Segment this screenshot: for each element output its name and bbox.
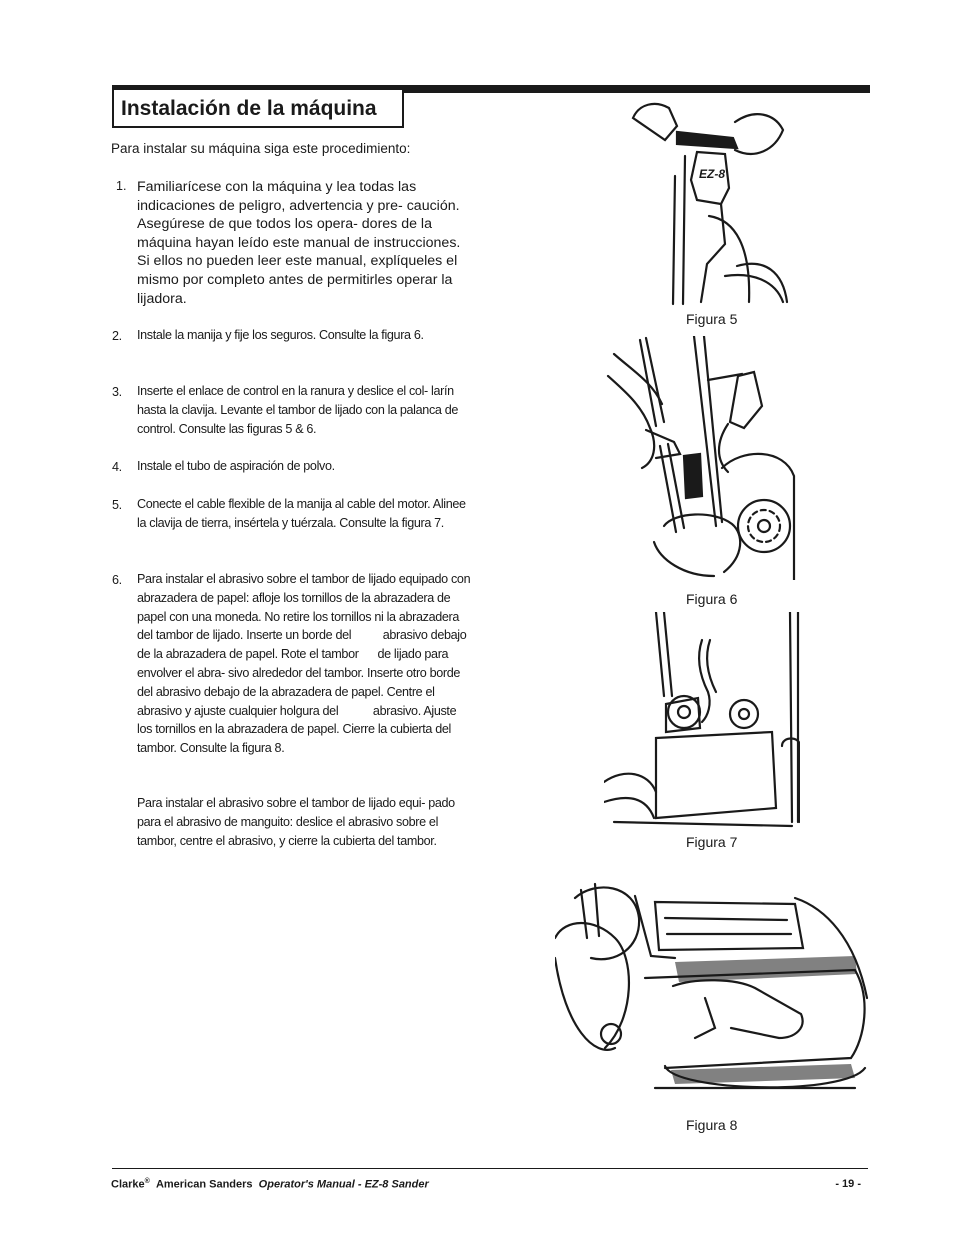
registered-mark: ® bbox=[144, 1178, 150, 1185]
figure-7-caption: Figura 7 bbox=[686, 834, 738, 850]
step-text-3: Inserte el enlace de control en la ranura y deslice el col- larín hasta la clavija. Levante el tambor de lijado con la palanca de control. Consulte las figuras 5 & 6. bbox=[137, 384, 459, 436]
figure-5-illustration bbox=[625, 96, 790, 306]
step-text-5: Conecte el cable flexible de la manija al cable del motor. Alinee la clavija de tierra, insértela y tuérzala. Consulte la figura 7. bbox=[137, 497, 466, 530]
step-number-5: 5. bbox=[112, 498, 122, 512]
figure-8-caption: Figura 8 bbox=[686, 1117, 738, 1133]
footer-manual-title: Operator's Manual - EZ-8 Sander bbox=[258, 1178, 429, 1191]
figure-5-machine-label: EZ-8 bbox=[699, 167, 726, 181]
step-number-6: 6. bbox=[112, 573, 122, 587]
step-6-sleeve-text: Para instalar el abrasivo sobre el tambor de lijado equi- pado para el abrasivo de manguito: deslice el abrasivo sobre el tambor, centre el abrasivo, y cierre la cubierta del tambor. bbox=[137, 796, 455, 848]
step-text-1: Familiarícese con la máquina y lea todas las indicaciones de peligro, advertencia y pre- caución. Asegúrese de que todos los opera- dores de la máquina hayan leído este manual de instrucciones. Si ellos no pueden leer este manual, explíqueles el mismo por completo antes de permitirles operar la lijadora. bbox=[137, 179, 461, 307]
step-text-2: Instale la manija y fije los seguros. Consulte la figura 6. bbox=[137, 328, 424, 342]
step-text-6: Para instalar el abrasivo sobre el tambor de lijado equipado con abrazadera de papel: afloje los tornillos de la abrazadera de papel con una moneda. No retire los tornillos ni la abrazadera del tambor de lijado. Inserte un borde del abrasivo debajo de la abrazadera de papel. Rote el tambor de lijado para envolver el abra- sivo alrededor del tambor. Inserte otro borde del abrasivo debajo de la abrazadera de papel. Centre el abrasivo y ajuste cualquier holgura del abrasivo. Ajuste los tornillos en la abrazadera de papel. Cierre la cubierta del tambor. Consulte la figura 8. bbox=[137, 572, 474, 756]
step-number-3: 3. bbox=[112, 385, 122, 399]
figure-5-caption: Figura 5 bbox=[686, 311, 738, 327]
step-number-2: 2. bbox=[112, 329, 122, 343]
footer-company: American Sanders bbox=[155, 1178, 253, 1191]
figure-6-caption: Figura 6 bbox=[686, 591, 738, 607]
step-number-4: 4. bbox=[112, 460, 122, 474]
page-number: - 19 - bbox=[835, 1178, 861, 1190]
footer-text bbox=[111, 1178, 429, 1191]
intro-text: Para instalar su máquina siga este procedimiento: bbox=[111, 141, 411, 156]
page-title: Instalación de la máquina bbox=[121, 97, 377, 120]
figure-7-illustration bbox=[604, 612, 800, 830]
step-text-4: Instale el tubo de aspiración de polvo. bbox=[137, 459, 335, 473]
figure-6-illustration bbox=[604, 336, 796, 580]
figure-8-illustration bbox=[555, 878, 871, 1096]
footer-brand: Clarke bbox=[111, 1178, 145, 1191]
step-number-1: 1. bbox=[116, 179, 127, 193]
footer-rule bbox=[112, 1168, 868, 1169]
